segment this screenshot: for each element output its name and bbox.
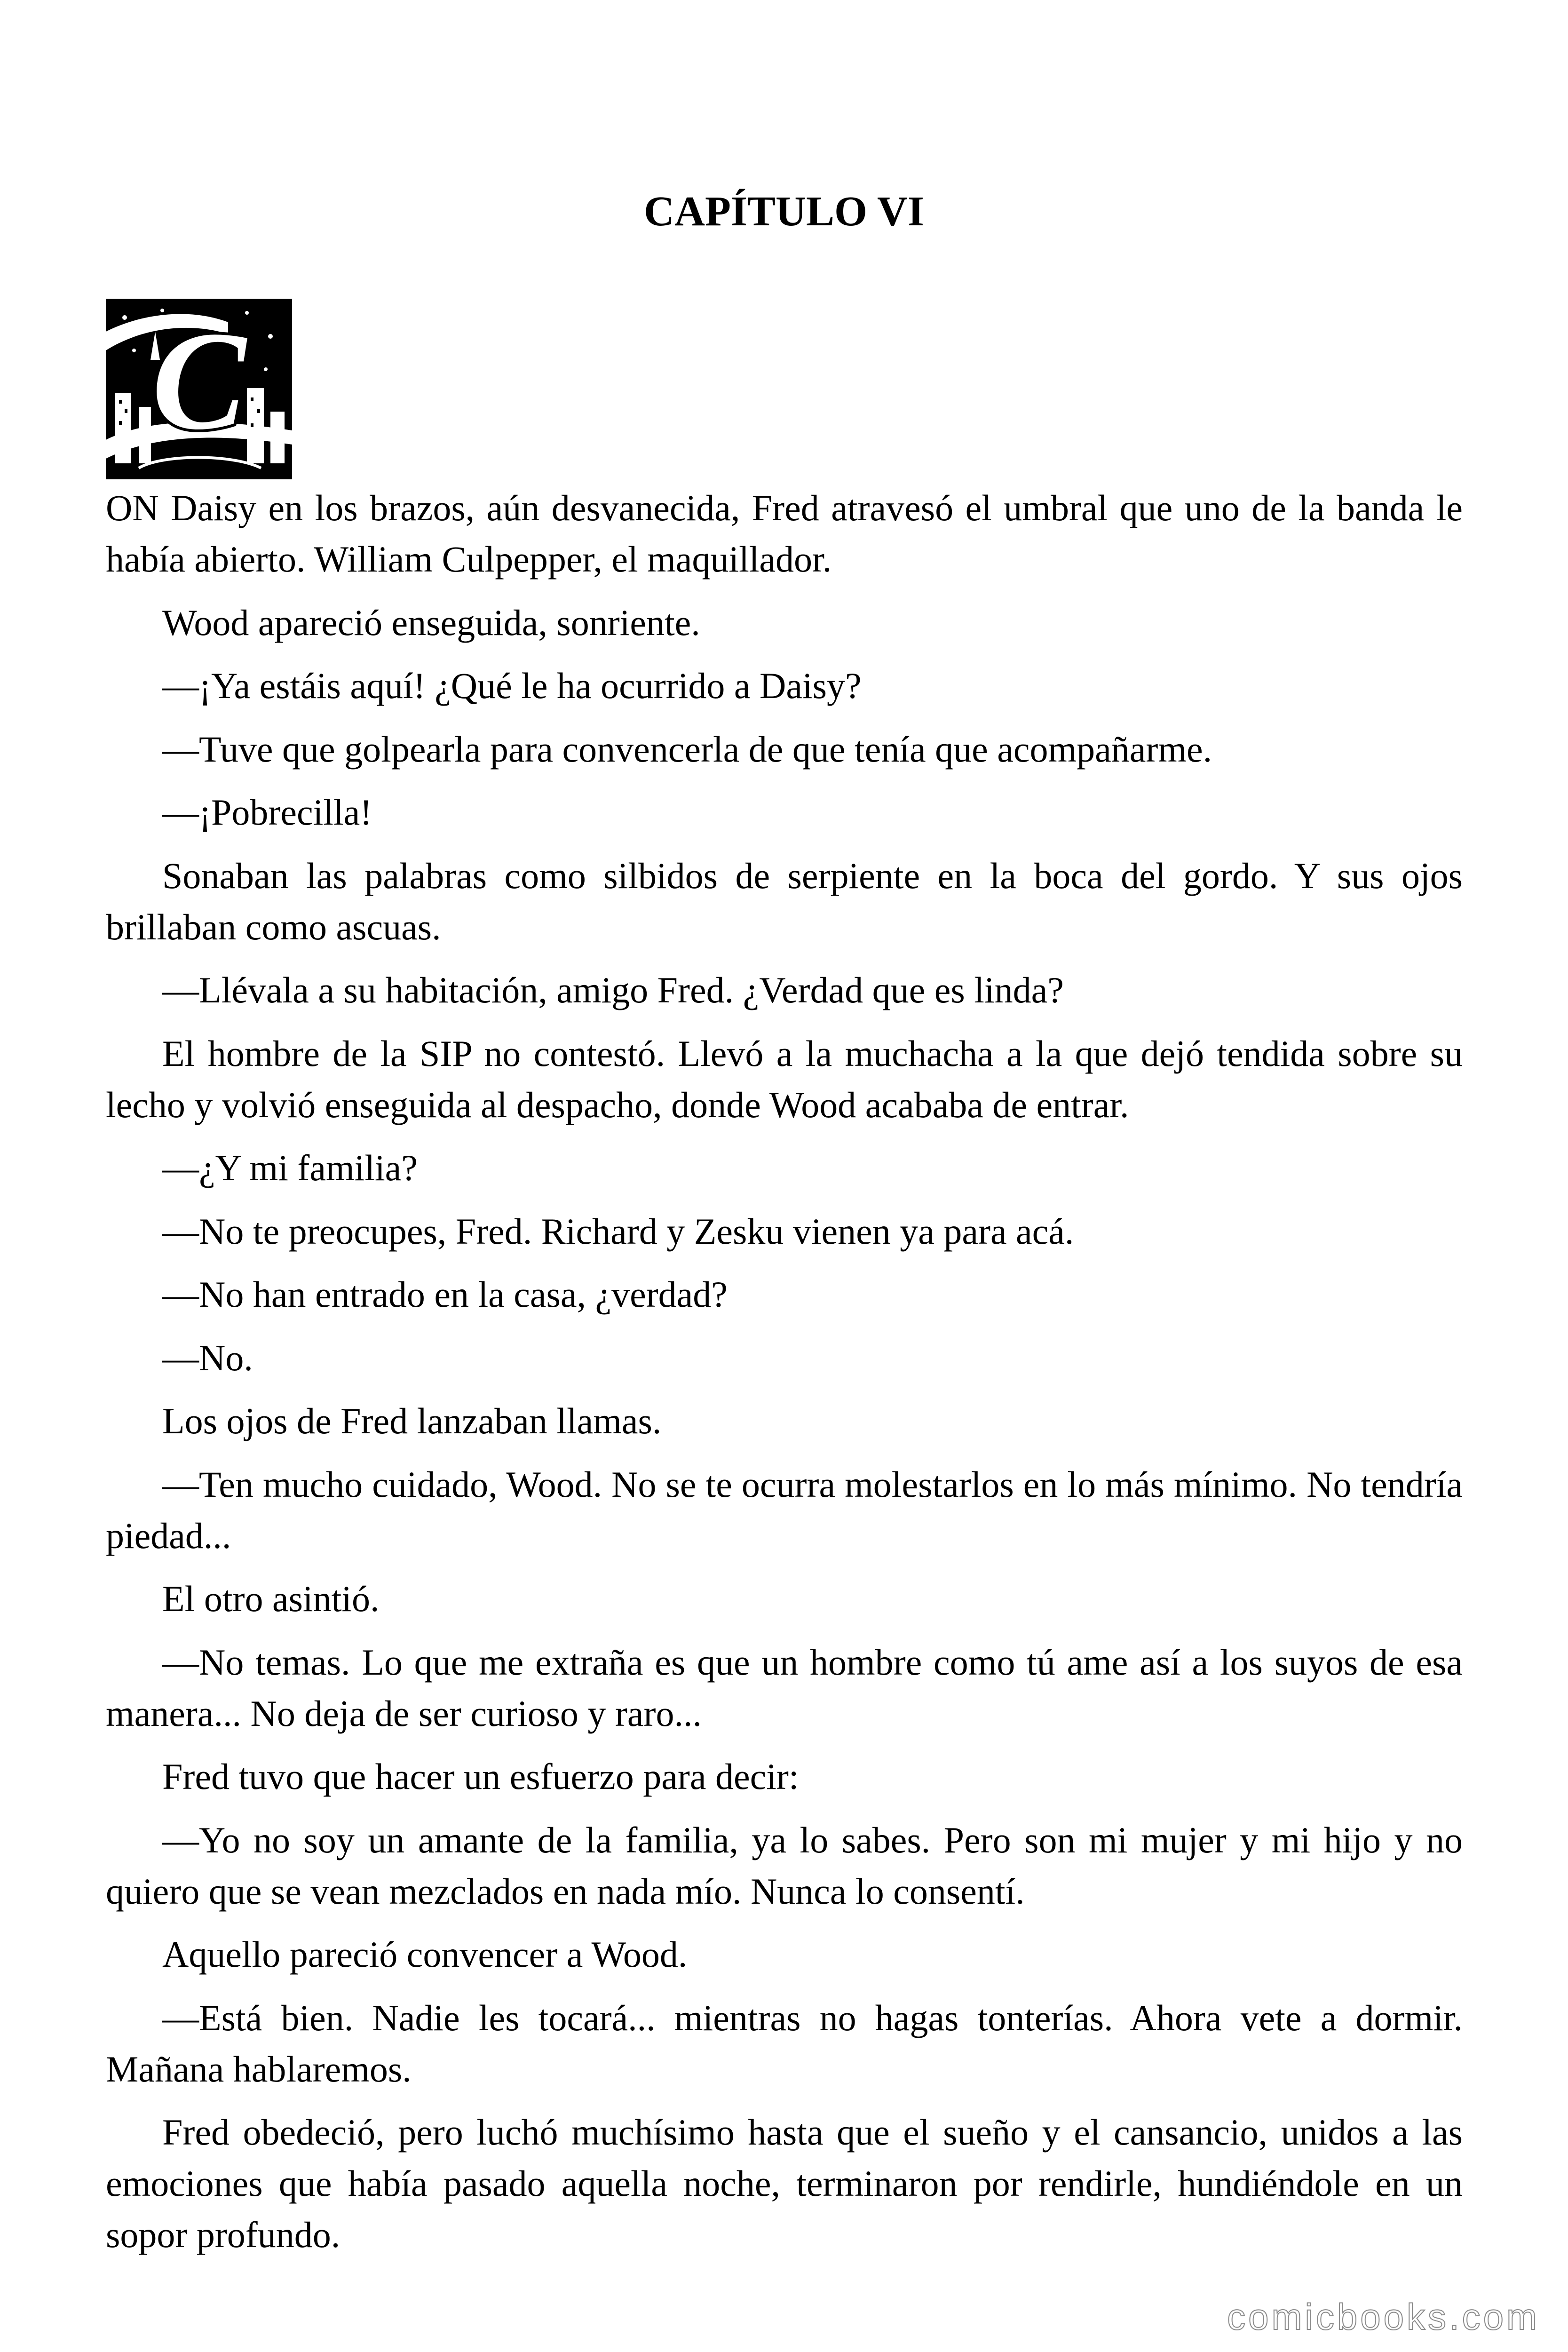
chapter-title: CAPÍTULO VI: [644, 188, 924, 235]
paragraph: El hombre de la SIP no contestó. Llevó a la muchacha a la que dejó tendida sobre su lecho y volvió enseguida al despacho, donde Wood acababa de entrar.: [106, 1033, 1463, 1125]
paragraph: El otro asintió.: [162, 1578, 380, 1619]
paragraph: —¿Y mi familia?: [162, 1147, 418, 1188]
watermark: comicbooks.com: [1227, 2296, 1540, 2337]
paragraph: —No han entrado en la casa, ¿verdad?: [162, 1274, 728, 1315]
paragraph: ON Daisy en los brazos, aún desvanecida, Fred atravesó el umbral que uno de la banda le había abierto. William Culpepper, el maquillador.: [106, 487, 1463, 580]
paragraph: Wood apareció enseguida, sonriente.: [162, 602, 700, 643]
paragraph: Aquello pareció convencer a Wood.: [162, 1934, 688, 1975]
paragraph: Fred tuvo que hacer un esfuerzo para decir:: [162, 1756, 799, 1797]
paragraph: —Llévala a su habitación, amigo Fred. ¿Verdad que es linda?: [162, 969, 1064, 1010]
paragraph: —Yo no soy un amante de la familia, ya lo sabes. Pero son mi mujer y mi hijo y no quiero que se vean mezclados en nada mío. Nunca lo consentí.: [106, 1819, 1463, 1912]
chapter-body: [106, 482, 1463, 2273]
paragraph: —No te preocupes, Fred. Richard y Zesku vienen ya para acá.: [162, 1210, 1074, 1252]
paragraph: —¡Pobrecilla!: [162, 792, 372, 833]
paragraph: —Está bien. Nadie les tocará... mientras no hagas tonterías. Ahora vete a dormir. Mañana hablaremos.: [106, 1997, 1463, 2090]
paragraph: Fred obedeció, pero luchó muchísimo hasta que el sueño y el cansancio, unidos a las emociones que había pasado aquella noche, terminaron por rendirle, hundiéndole en un sopor profundo.: [106, 2112, 1463, 2255]
paragraph: —No.: [162, 1337, 253, 1378]
paragraph: Los ojos de Fred lanzaban llamas.: [162, 1400, 662, 1441]
paragraph: —No temas. Lo que me extraña es que un hombre como tú ame así a los suyos de esa manera... No deja de ser curioso y raro...: [106, 1641, 1463, 1734]
paragraph: Sonaban las palabras como silbidos de serpiente en la boca del gordo. Y sus ojos brillaban como ascuas.: [106, 855, 1463, 947]
drop-cap-letter: C: [151, 302, 246, 459]
drop-cap-illustration: [106, 299, 292, 479]
paragraph: —Ten mucho cuidado, Wood. No se te ocurra molestarlos en lo más mínimo. No tendría piedad...: [106, 1463, 1463, 1556]
paragraph: —Tuve que golpearla para convencerla de que tenía que acompañarme.: [162, 728, 1212, 770]
paragraph: —¡Ya estáis aquí! ¿Qué le ha ocurrido a Daisy?: [162, 665, 862, 706]
